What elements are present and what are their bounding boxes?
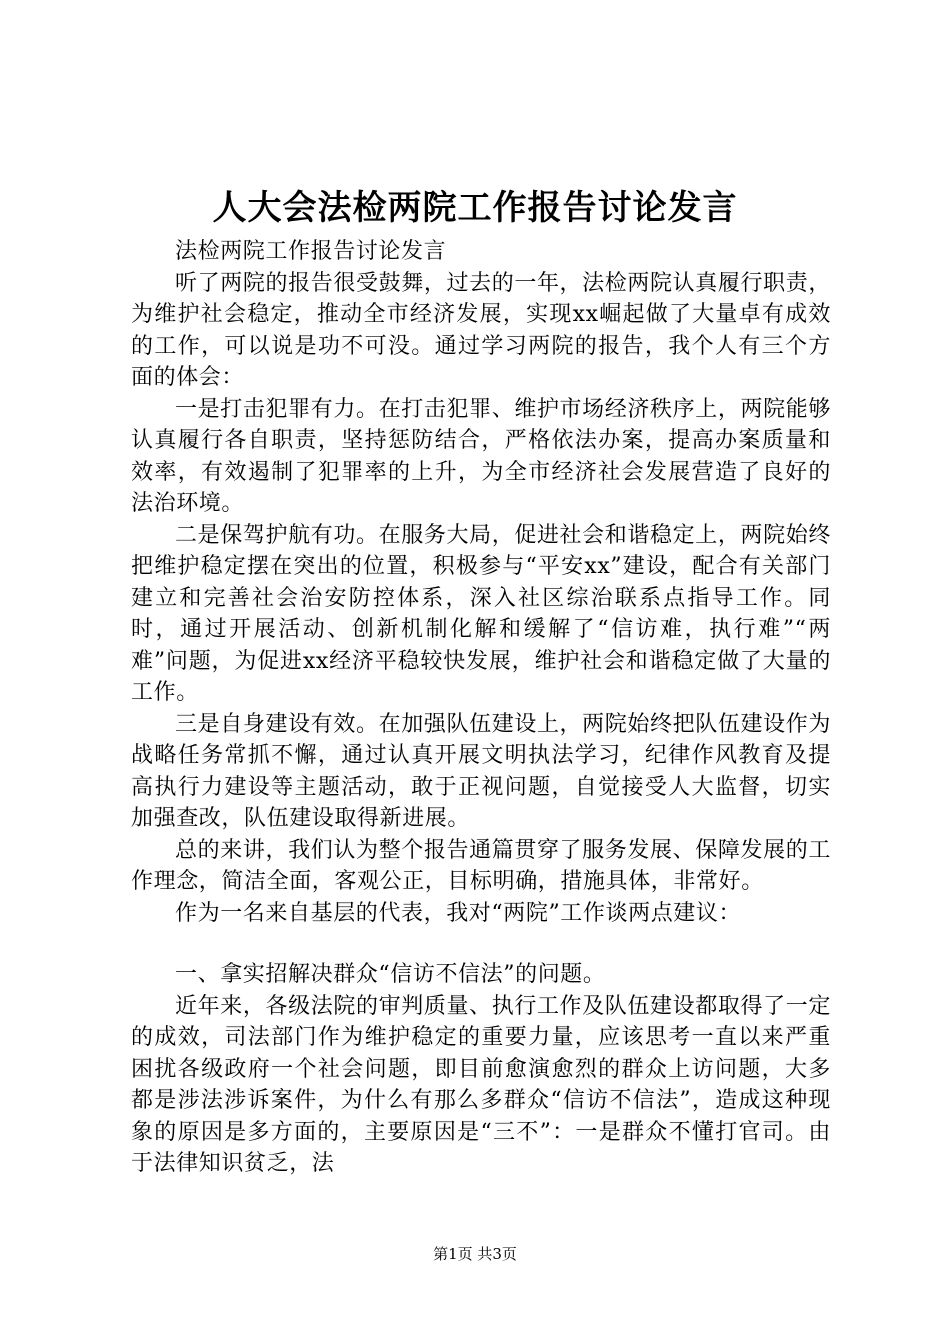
paragraph-summary: 总的来讲，我们认为整个报告通篇贯穿了服务发展、保障发展的工作理念，简洁全面，客观公正，目标明确，措施具体，非常好。 <box>131 837 831 894</box>
document-title: 人大会法检两院工作报告讨论发言 <box>212 188 738 228</box>
paragraph-subtitle: 法检两院工作报告讨论发言 <box>175 239 447 264</box>
paragraph-point-two: 二是保驾护航有功。在服务大局，促进社会和谐稳定上，两院始终把维护稳定摆在突出的位置，积极参与“平安xx”建设，配合有关部门建立和完善社会治安防控体系，深入社区综治联系点指导工作。同时，通过开展活动、创新机制化解和缓解了“信访难，执行难”“两难”问题，为促进xx经济平稳较快发展，维护社会和谐稳定做了大量的工作。 <box>131 522 831 705</box>
paragraph-suggestion-body: 近年来，各级法院的审判质量、执行工作及队伍建设都取得了一定的成效，司法部门作为维护稳定的重要力量，应该思考一直以来严重困扰各级政府一个社会问题，即目前愈演愈烈的群众上访问题，大多都是涉法涉诉案件，为什么有那么多群众“信访不信法”，造成这种现象的原因是多方面的，主要原因是“三不”：一是群众不懂打官司。由于法律知识贫乏，法 <box>131 993 831 1176</box>
paragraph-suggestion-heading: 一、拿实招解决群众“信访不信法”的问题。 <box>175 962 606 987</box>
paragraph-point-one: 一是打击犯罪有力。在打击犯罪、维护市场经济秩序上，两院能够认真履行各自职责，坚持惩防结合，严格依法办案，提高办案质量和效率，有效遏制了犯罪率的上升，为全市经济社会发展营造了良好的法治环境。 <box>131 396 831 516</box>
paragraph-suggestions-intro: 作为一名来自基层的代表，我对“两院”工作谈两点建议： <box>175 900 742 926</box>
paragraph-gap <box>131 929 831 959</box>
paragraph-intro: 听了两院的报告很受鼓舞，过去的一年，法检两院认真履行职责，为维护社会稳定，推动全市经济发展，实现xx崛起做了大量卓有成效的工作，可以说是功不可没。通过学习两院的报告，我个人有三个方面的体会： <box>131 270 831 390</box>
paragraph-point-three: 三是自身建设有效。在加强队伍建设上，两院始终把队伍建设作为战略任务常抓不懈，通过认真开展文明执法学习，纪律作风教育及提高执行力建设等主题活动，敢于正视问题，自觉接受人大监督，切实加强查改，队伍建设取得新进展。 <box>131 711 831 831</box>
document-body <box>131 236 831 1180</box>
page-footer: 第1页 共3页 <box>433 1245 517 1263</box>
